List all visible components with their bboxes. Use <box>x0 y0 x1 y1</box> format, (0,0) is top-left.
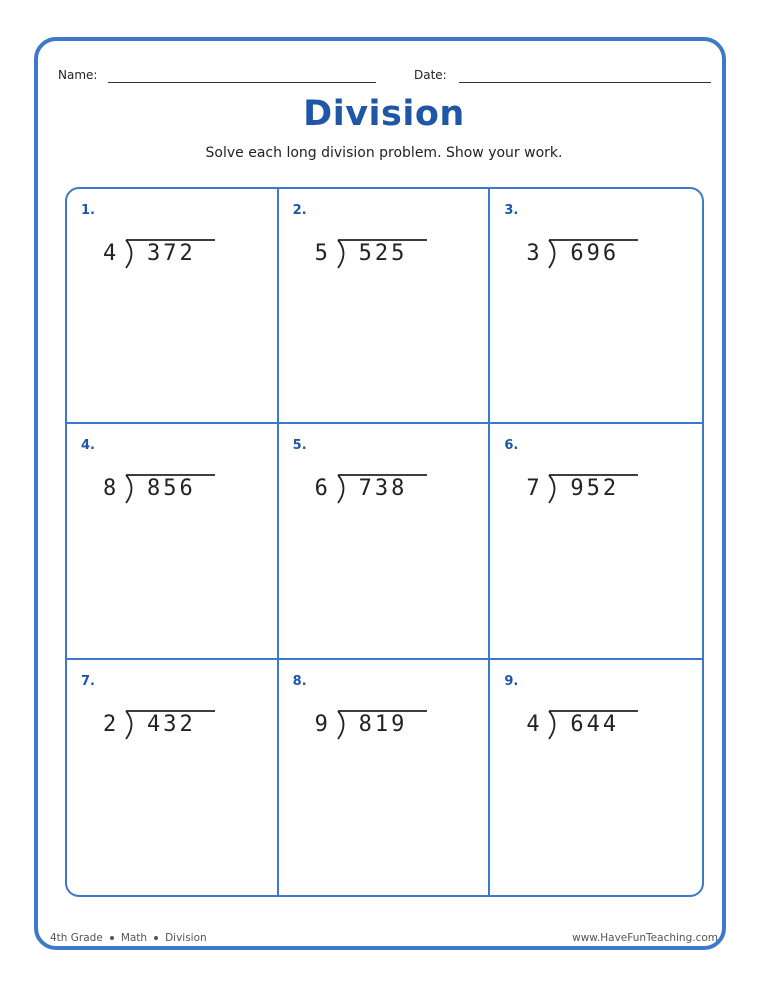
divisor: 8 <box>103 476 117 502</box>
problem-number: 1. <box>81 203 95 218</box>
divisor: 4 <box>526 711 540 737</box>
page-title: Division <box>303 94 465 134</box>
divisor: 4 <box>103 241 117 266</box>
division-problem <box>315 237 455 277</box>
divisor: 6 <box>314 476 328 502</box>
problem-grid <box>65 187 704 897</box>
division-problem <box>526 472 666 512</box>
footer-tag-topic: Division <box>165 932 207 944</box>
dividend: 644 <box>570 711 620 737</box>
dividend: 372 <box>147 241 196 266</box>
division-problem <box>526 708 666 748</box>
division-problem <box>103 237 243 277</box>
dividend: 856 <box>147 476 196 502</box>
dividend: 738 <box>358 476 408 502</box>
problem-cell[interactable] <box>67 189 279 424</box>
problem-number: 7. <box>81 673 95 689</box>
divisor: 3 <box>526 241 540 266</box>
problem-number: 8. <box>292 673 307 689</box>
division-problem <box>526 237 666 277</box>
divisor: 5 <box>314 241 328 266</box>
instructions: Solve each long division problem. Show your work. <box>205 145 563 161</box>
problem-cell[interactable] <box>279 424 491 659</box>
division-problem <box>315 708 455 748</box>
divisor: 9 <box>314 711 328 737</box>
problem-number: 3. <box>504 203 519 218</box>
name-field[interactable] <box>108 82 376 83</box>
problem-number: 9. <box>504 673 519 689</box>
problem-cell[interactable] <box>279 189 491 424</box>
division-problem <box>103 708 243 748</box>
problem-cell[interactable] <box>490 660 702 895</box>
dividend: 432 <box>147 711 196 737</box>
division-problem <box>103 472 243 512</box>
name-label: Name: <box>58 68 98 82</box>
date-label: Date: <box>414 68 447 82</box>
problem-cell[interactable] <box>67 424 279 659</box>
footer-tag-subject: Math <box>120 932 148 944</box>
dividend: 696 <box>570 241 620 266</box>
dividend: 525 <box>358 241 408 266</box>
bullet-icon <box>154 936 158 940</box>
bullet-icon <box>110 936 114 940</box>
problem-cell[interactable] <box>490 189 702 424</box>
problem-cell[interactable] <box>490 424 702 659</box>
problem-number: 6. <box>504 438 519 454</box>
problem-number: 5. <box>292 438 307 454</box>
footer-website: www.HaveFunTeaching.com <box>572 932 718 944</box>
divisor: 2 <box>103 711 117 737</box>
dividend: 952 <box>570 476 620 502</box>
problem-cell[interactable] <box>67 660 279 895</box>
footer-tag-grade: 4th Grade <box>50 932 103 944</box>
division-problem <box>315 472 455 512</box>
problem-cell[interactable] <box>279 660 491 895</box>
problem-number: 2. <box>292 203 307 218</box>
dividend: 819 <box>358 711 408 737</box>
date-field[interactable] <box>459 82 711 83</box>
problem-number: 4. <box>81 438 95 454</box>
divisor: 7 <box>526 476 540 502</box>
footer-tags <box>50 932 207 944</box>
